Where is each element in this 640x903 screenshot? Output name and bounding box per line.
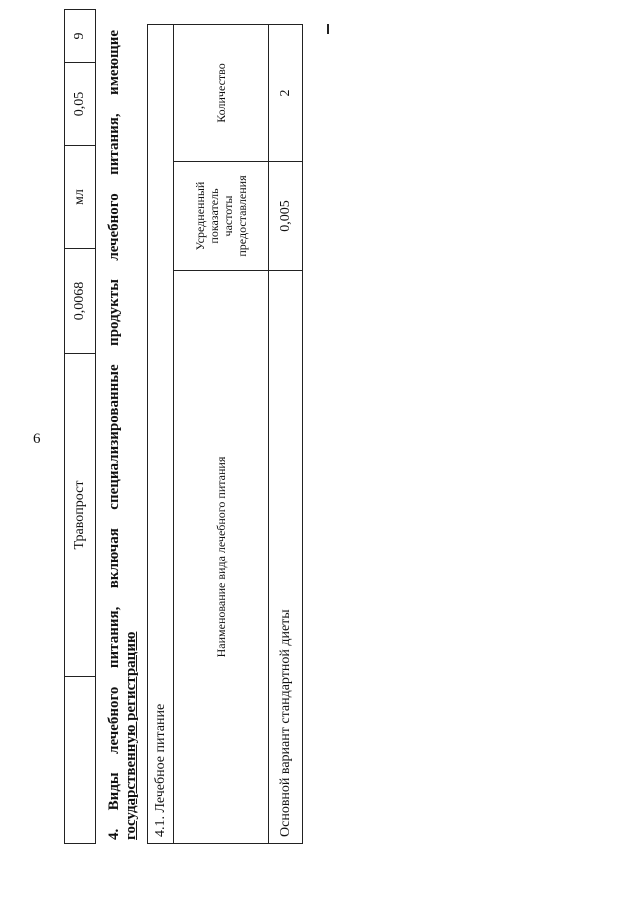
table-cell: Травопрост (65, 354, 96, 677)
section-heading (106, 30, 140, 840)
drug-table-continuation (64, 9, 96, 844)
table-cell: 0,005 (269, 162, 303, 271)
subsection-title: 4.1. Лечебное питание (148, 25, 174, 844)
table-cell: 9 (65, 10, 96, 63)
table-row (269, 25, 303, 844)
section-number: 4. (106, 828, 122, 840)
table-cell: мл (65, 146, 96, 249)
page-number: 6 (33, 431, 41, 447)
nutrition-table (147, 24, 303, 844)
header-cell: Наименование вида лечебного питания (174, 271, 269, 844)
table-header-row (174, 25, 269, 844)
table-cell: 0,0068 (65, 249, 96, 354)
header-cell: Усредненный показатель частоты предоставления (174, 162, 269, 271)
table-cell (65, 677, 96, 844)
header-cell: Количество (174, 25, 269, 162)
table-cell: Основной вариант стандартной диеты (269, 271, 303, 844)
table-row (148, 25, 174, 844)
section-title-line1: Виды лечебного питания, включая специализированные продукты лечебного питания, имеющие (106, 30, 122, 811)
table-cell: 2 (269, 25, 303, 162)
section-title-line2: государственную регистрацию (123, 631, 139, 840)
table-row (65, 10, 96, 844)
table-cell: 0,05 (65, 63, 96, 146)
